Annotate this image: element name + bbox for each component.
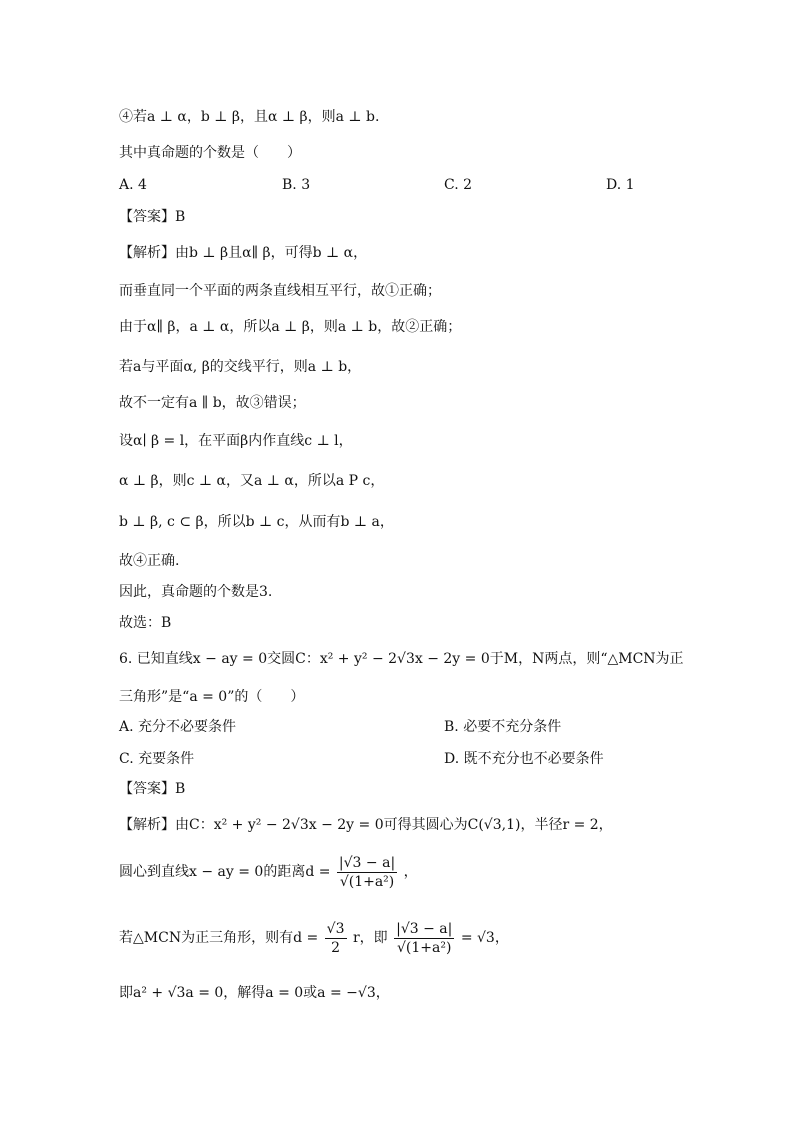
q6-analysis-3-tail: = √3，: [460, 930, 509, 946]
q5-analysis-5: 故不一定有a ∥ b，故③错误；: [119, 395, 306, 411]
statement-4: ④若a ⊥ α，b ⊥ β，且α ⊥ β，则a ⊥ b.: [119, 109, 380, 125]
q5-option-c: C. 2: [444, 177, 473, 193]
distance-numerator: |√3 − a|: [338, 854, 396, 871]
q6-option-b: B. 必要不充分条件: [444, 719, 562, 735]
q5-analysis-3: 由于α∥ β，a ⊥ α，所以a ⊥ β，则a ⊥ b，故②正确；: [119, 319, 462, 335]
q6-analysis-4: 即a² + √3a = 0，解得a = 0或a = −√3，: [119, 985, 390, 1001]
question-prompt: 其中真命题的个数是（ ）: [119, 145, 301, 161]
q5-analysis-10: 因此，真命题的个数是3.: [119, 584, 273, 600]
q5-analysis-4: 若a与平面α, β的交线平行，则a ⊥ b，: [119, 359, 362, 375]
q6-analysis-3-text: 若△MCN为正三角形，则有d =: [119, 930, 319, 946]
q5-analysis-7: α ⊥ β，则c ⊥ α，又a ⊥ α，所以a P c，: [119, 473, 385, 489]
equation-denominator: √(1+a²): [397, 939, 452, 956]
q5-option-d: D. 1: [606, 177, 635, 193]
question-6-stem-2: 三角形”是“a = 0”的（ ）: [119, 689, 305, 705]
ratio-numerator: √3: [326, 920, 345, 937]
distance-fraction: [337, 854, 397, 891]
q5-option-b: B. 3: [282, 177, 311, 193]
q6-option-a: A. 充分不必要条件: [119, 719, 237, 735]
q6-analysis-2-tail: ，: [403, 864, 418, 880]
ratio-fraction: [325, 920, 347, 957]
distance-denominator: √(1+a²): [339, 873, 395, 890]
q6-answer: 【答案】B: [119, 781, 186, 797]
q6-option-c: C. 充要条件: [119, 751, 195, 767]
q5-analysis-1: 【解析】由b ⊥ β且α∥ β，可得b ⊥ α，: [119, 245, 368, 261]
q6-analysis-3: [119, 918, 509, 958]
q6-analysis-2: [119, 852, 418, 892]
q6-analysis-1: 【解析】由C：x² + y² − 2√3x − 2y = 0可得其圆心为C(√3,1)，半径r = 2，: [119, 817, 613, 833]
q5-analysis-8: b ⊥ β, c ⊂ β，所以b ⊥ c，从而有b ⊥ a，: [119, 514, 394, 530]
q5-option-a: A. 4: [119, 177, 147, 193]
q5-answer: 【答案】B: [119, 209, 186, 225]
q6-analysis-2-text: 圆心到直线x − ay = 0的距离d =: [119, 864, 331, 880]
ratio-denominator: 2: [331, 939, 341, 956]
q6-analysis-3-mid: r，即: [352, 930, 388, 946]
q5-analysis-9: 故④正确.: [119, 553, 180, 569]
q5-analysis-2: 而垂直同一个平面的两条直线相互平行，故①正确；: [119, 283, 441, 299]
q5-analysis-6: 设α∣ β = l，在平面β内作直线c ⊥ l，: [119, 433, 353, 449]
equation-numerator: |√3 − a|: [396, 920, 453, 937]
q6-option-d: D. 既不充分也不必要条件: [444, 751, 604, 767]
equation-fraction: [394, 920, 454, 957]
q5-choice: 故选：B: [119, 615, 172, 631]
question-6-stem: 6. 已知直线x − ay = 0交圆C：x² + y² − 2√3x − 2y = 0于M，N两点，则“△MCN为正: [119, 651, 684, 667]
